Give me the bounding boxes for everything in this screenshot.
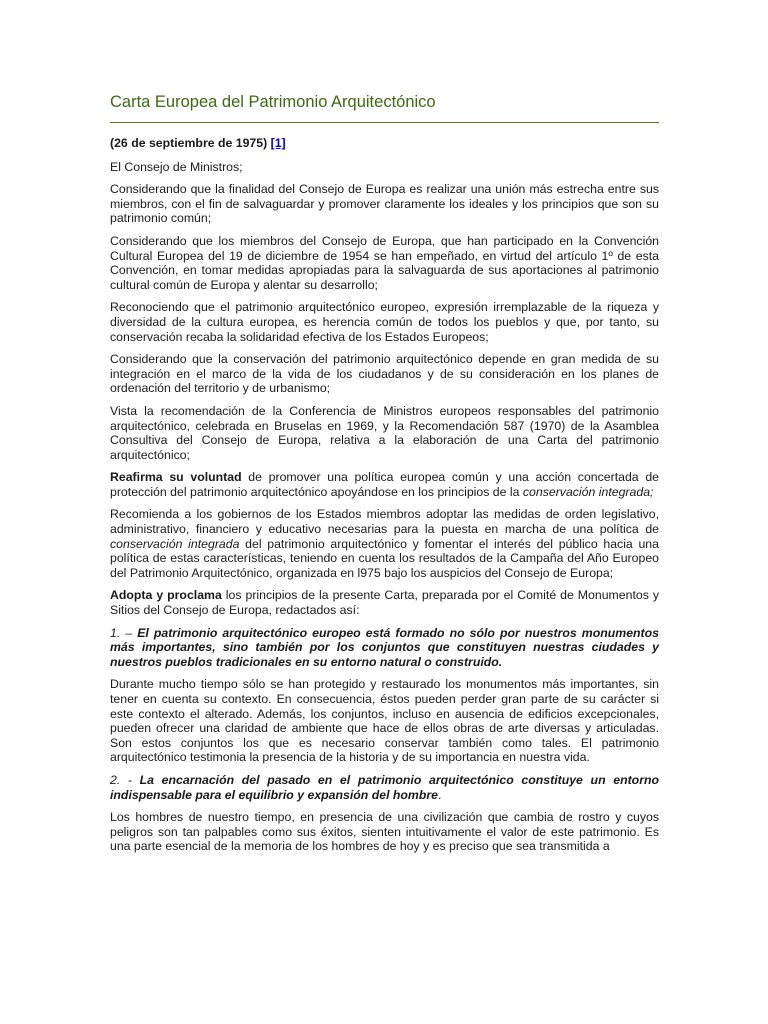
article-2-heading — [110, 773, 659, 802]
article-2-number: 2. - — [110, 772, 140, 787]
adopta-bold: Adopta y proclama — [110, 588, 222, 603]
date-text: (26 de septiembre de 1975) — [110, 136, 268, 150]
adopta-text: los principios de la presente Carta, preparada por el Comité de Monumentos y Sitios del Consejo de Europa, redactados así: — [110, 588, 659, 618]
document-title: Carta Europea del Patrimonio Arquitectónico — [110, 92, 659, 123]
article-1-number: 1. – — [110, 625, 138, 640]
document-date — [110, 136, 659, 151]
paragraph-reconociendo: Reconociendo que el patrimonio arquitectónico europeo, expresión irremplazable de la riqueza y diversidad de la cultura europea, es herencia común de todos los pueblos y que, por tanto, su conservación recaba la solidaridad efectiva de los Estados Europeos; — [110, 300, 659, 344]
recomienda-text-b: del patrimonio arquitectónico y fomentar el interés del público hacia una política de estas características, teniendo en cuenta los resultados de la Campaña del Año Europeo del Patrimonio Arquitectónico, organizada en l975 bajo los auspicios del Consejo de Europa; — [110, 536, 659, 580]
article-2-body: Los hombres de nuestro tiempo, en presencia de una civilización que cambia de rostro y cuyos peligros son tan palpables como sus éxitos, sienten intuitivamente el valor de este patrimonio. Es una parte esencial de la memoria de los hombres de hoy y es preciso que sea transmitida a — [110, 810, 659, 854]
reafirma-bold: Reafirma su voluntad — [110, 470, 242, 485]
article-2-title: La encarnación del pasado en el patrimonio arquitectónico constituye un entorno indispensable para el equilibrio y expansión del hombre — [110, 772, 659, 802]
paragraph-considerando-3: Considerando que la conservación del patrimonio arquitectónico depende en gran medida de su integración en el marco de la vida de los ciudadanos y de su consideración en los planes de ordenación del territorio y de urbanismo; — [110, 352, 659, 396]
article-1-body: Durante mucho tiempo sólo se han protegido y restaurado los monumentos más importantes, sin tener en cuenta su contexto. En consecuencia, éstos pueden perder gran parte de su carácter si este contexto el alterado. Además, los conjuntos, incluso en ausencia de edificios excepcionales, pueden ofrecer una claridad de ambiente que hace de ellos obras de arte diversas y articuladas. Son estos conjuntos los que es necesario conservar también como tales. El patrimonio arquitectónico testimonia la presencia de la historia y de su importancia en nuestra vida. — [110, 677, 659, 765]
paragraph-reafirma — [110, 470, 659, 499]
paragraph-vista: Vista la recomendación de la Conferencia de Ministros europeos responsables del patrimonio arquitectónico, celebrada en Bruselas en 1969, y la Recomendación 587 (1970) de la Asamblea Consultiva del Consejo de Europa, relativa a la elaboración de una Carta del patrimonio arquitectónico; — [110, 403, 659, 462]
paragraph-considerando-2: Considerando que los miembros del Consejo de Europa, que han participado en la Convención Cultural Europea del 19 de diciembre de 1954 se han empeñado, en virtud del artículo 1º de esta Convención, en tomar medidas apropiadas para la salvaguarda de sus aportaciones al patrimonio cultural común de Europa y alentar su desarrollo; — [110, 233, 659, 292]
article-1-heading — [110, 626, 659, 670]
paragraph-adopta — [110, 588, 659, 617]
opening-line: El Consejo de Ministros; — [110, 159, 243, 174]
recomienda-text-a: Recomienda a los gobiernos de los Estados miembros adoptar las medidas de orden legislativo, administrativo, financiero y educativo necesarias para la puesta en marcha de una política de — [110, 507, 659, 537]
reafirma-text: de promover una política europea común y una acción concertada de protección del patrimonio arquitectónico apoyándose en los principios de la — [110, 470, 659, 499]
recomienda-italic: conservación integrada — [110, 536, 240, 551]
reafirma-italic: conservación integrada; — [522, 484, 654, 499]
paragraph-considerando-1: Considerando que la finalidad del Consejo de Europa es realizar una unión más estrecha entre sus miembros, con el fin de salvaguardar y promover claramente los ideales y los principios que son su patrimonio común; — [110, 182, 659, 226]
paragraph-recomienda — [110, 507, 659, 580]
footnote-link[interactable]: [1] — [270, 136, 286, 150]
article-1-title: El patrimonio arquitectónico europeo está formado no sólo por nuestros monumentos más importantes, sino también por los conjuntos que constituyen nuestras ciudades y nuestros pueblos tradicionales en su entorno natural o construido. — [110, 625, 659, 669]
document-page — [110, 92, 659, 854]
article-2-period: . — [438, 787, 442, 802]
